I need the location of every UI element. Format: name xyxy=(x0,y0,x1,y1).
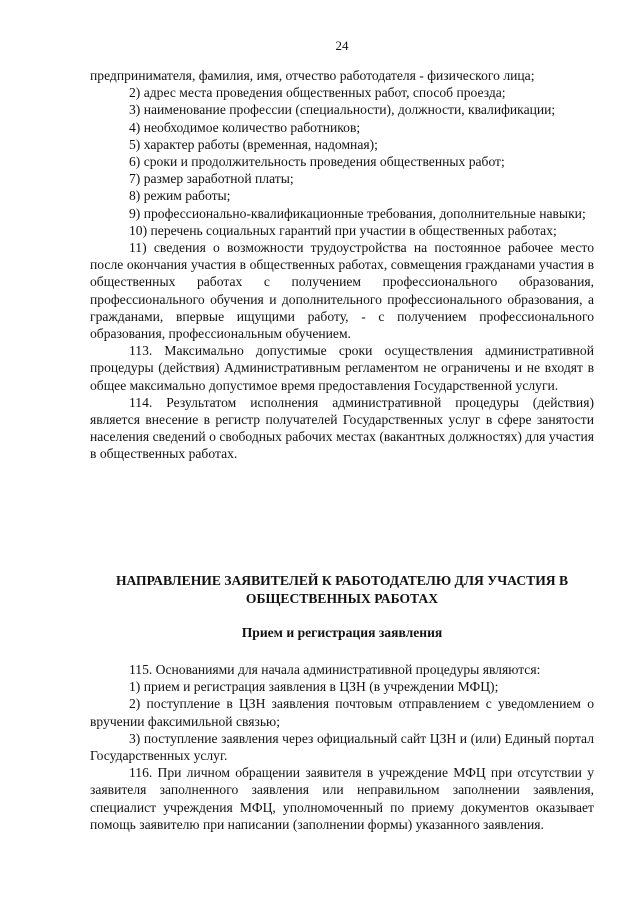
paragraph-item-7: 7) размер заработной платы; xyxy=(129,171,294,187)
paragraph-115-item-2: 2) поступление в ЦЗН заявления почтовым отправлением с уведомлением о вручении факсимильной связью; xyxy=(90,696,594,729)
paragraph-item-6: 6) сроки и продолжительность проведения общественных работ; xyxy=(129,154,505,170)
paragraph-item-11: 11) сведения о возможности трудоустройства на постоянное рабочее место после окончания участия в общественных работах, совмещения гражданами участия в общественных работах с получением профессионального образования, профессионального обучения и дополнительного профессионального образования, а гражданами, впервые ищущими работу, - с получением профессионального образования, профессиональным обучением. xyxy=(90,240,594,342)
document-body-bottom xyxy=(90,661,594,833)
paragraph-115: 115. Основаниями для начала административной процедуры являются: xyxy=(129,662,541,677)
paragraph-116: 116. При личном обращении заявителя в учреждение МФЦ при отсутствии у заявителя заполненного заявления или неправильном заполнении заявления, специалист учреждения МФЦ, уполномоченный по приему документов оказывает помощь заявителю при написании (заполнении формы) указанного заявления. xyxy=(90,765,594,832)
paragraph-115-item-3: 3) поступление заявления через официальный сайт ЦЗН и (или) Единый портал Государственных услуг. xyxy=(90,730,594,764)
section-heading: НАПРАВЛЕНИЕ ЗАЯВИТЕЛЕЙ К РАБОТОДАТЕЛЮ ДЛЯ УЧАСТИЯ В ОБЩЕСТВЕННЫХ РАБОТАХ xyxy=(115,573,569,606)
subsection-heading: Прием и регистрация заявления xyxy=(241,625,443,640)
paragraph-item-5: 5) характер работы (временная, надомная); xyxy=(129,136,378,152)
paragraph-115-item-1: 1) прием и регистрация заявления в ЦЗН (в учреждении МФЦ); xyxy=(129,679,499,695)
paragraph-113: 113. Максимально допустимые сроки осуществления административной процедуры (действия) Административным регламентом не ограничены и не входят в общее максимально допустимое время предоставления Государственной услуги. xyxy=(90,343,594,393)
paragraph-item-9: 9) профессионально-квалификационные требования, дополнительные навыки; xyxy=(129,205,586,221)
paragraph-item-8: 8) режим работы; xyxy=(129,188,231,204)
paragraph-item-3: 3) наименование профессии (специальности), должности, квалификации; xyxy=(129,102,556,118)
document-body-top xyxy=(90,67,594,463)
paragraph-item-4: 4) необходимое количество работников; xyxy=(129,119,361,135)
paragraph-employer-name: предпринимателя, фамилия, имя, отчество работодателя - физического лица; xyxy=(90,68,535,83)
paragraph-item-2: 2) адрес места проведения общественных работ, способ проезда; xyxy=(129,85,506,101)
paragraph-item-10: 10) перечень социальных гарантий при участии в общественных работах; xyxy=(129,222,557,238)
paragraph-114: 114. Результатом исполнения административной процедуры (действия) является внесение в регистр получателей Государственных услуг в сфере занятости населения сведений о свободных рабочих местах (вакантных должностях) для участия в общественных работах. xyxy=(90,394,594,462)
page-number: 24 xyxy=(335,38,349,53)
